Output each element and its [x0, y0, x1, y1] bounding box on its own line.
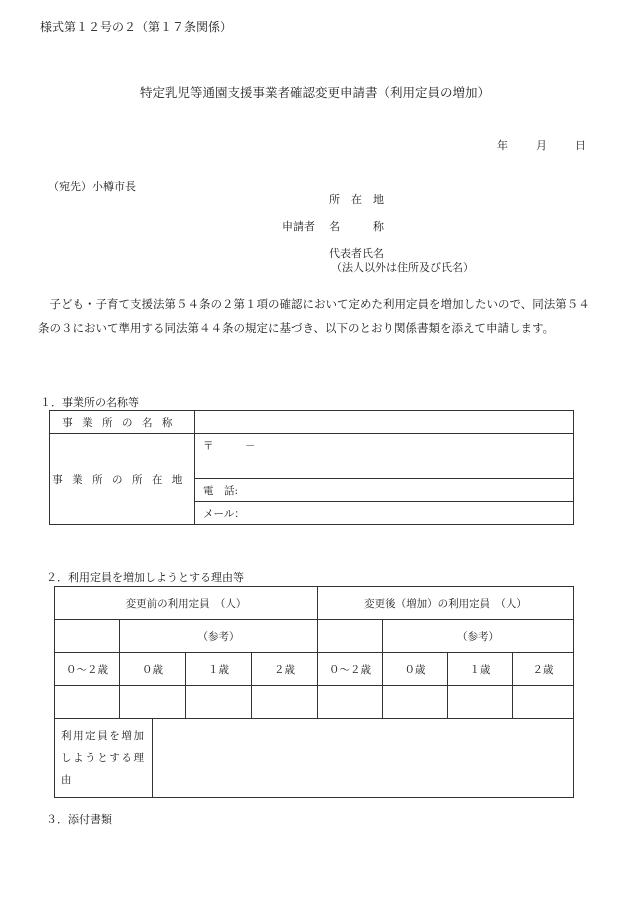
page-title: 特定乳児等通園支援事業者確認変更申請書（利用定員の増加）: [139, 85, 490, 100]
facility-mail-field[interactable]: [195, 502, 574, 525]
reason-label: 利用定員を増加しようとする理由: [55, 719, 153, 798]
before-col-2: ２歳: [252, 653, 318, 686]
after-header: 変更後（増加）の利用定員 （人）: [318, 587, 574, 620]
applicant-name-label: 名 称: [329, 220, 384, 233]
facility-address-label: 事業所の所在地: [50, 434, 195, 525]
date-day: 日: [575, 139, 586, 152]
before-value-0[interactable]: [120, 686, 186, 719]
facility-phone-field[interactable]: [195, 479, 574, 502]
section3-heading: ３．添付書類: [46, 813, 112, 826]
section1-heading: １．事業所の名称等: [40, 396, 139, 409]
capacity-table: [54, 586, 574, 798]
after-col-0-2: ０～２歳: [318, 653, 383, 686]
after-value-1[interactable]: [448, 686, 513, 719]
form-number: 様式第１２号の２（第１７条関係）: [40, 20, 233, 34]
after-col-1: １歳: [448, 653, 513, 686]
after-ref-header: （参考）: [383, 620, 574, 653]
date-year: 年: [497, 139, 508, 152]
reason-field[interactable]: [153, 719, 574, 798]
before-ref-header: （参考）: [120, 620, 318, 653]
applicant-location-label: 所 在 地: [329, 193, 384, 206]
facility-name-field[interactable]: [195, 411, 574, 434]
application-statement: 子ども・子育て支援法第５４条の２第１項の確認において定めた利用定員を増加したいので、同法第５４条の３において準用する同法第４４条の規定に基づき、以下のとおり関係書類を添えて申請します。: [38, 297, 590, 335]
applicant-rep-label: 代表者氏名: [329, 247, 384, 260]
before-value-2[interactable]: [252, 686, 318, 719]
after-col-0: ０歳: [383, 653, 448, 686]
after-value-0-2[interactable]: [318, 686, 383, 719]
postal-label: 〒 －: [203, 440, 256, 452]
applicant-label: 申請者: [282, 220, 315, 233]
before-value-1[interactable]: [186, 686, 252, 719]
after-value-0[interactable]: [383, 686, 448, 719]
date-line: [497, 137, 586, 153]
facility-table: [49, 410, 574, 525]
before-col-1: １歳: [186, 653, 252, 686]
date-month: 月: [536, 139, 547, 152]
after-value-2[interactable]: [513, 686, 574, 719]
before-col-0: ０歳: [120, 653, 186, 686]
facility-name-label: 事業所の名称: [50, 411, 195, 434]
section2-heading: ２．利用定員を増加しようとする理由等: [46, 571, 244, 584]
before-col-0-2: ０～２歳: [55, 653, 120, 686]
before-value-0-2[interactable]: [55, 686, 120, 719]
addressee: （宛先）小樽市長: [48, 180, 136, 193]
before-header: 変更前の利用定員 （人）: [55, 587, 318, 620]
applicant-rep-note: （法人以外は住所及び氏名）: [331, 261, 474, 274]
after-col-2: ２歳: [513, 653, 574, 686]
mail-label: メール：: [203, 507, 245, 520]
phone-label: 電 話:: [203, 484, 239, 497]
facility-postal-field[interactable]: [195, 434, 574, 479]
